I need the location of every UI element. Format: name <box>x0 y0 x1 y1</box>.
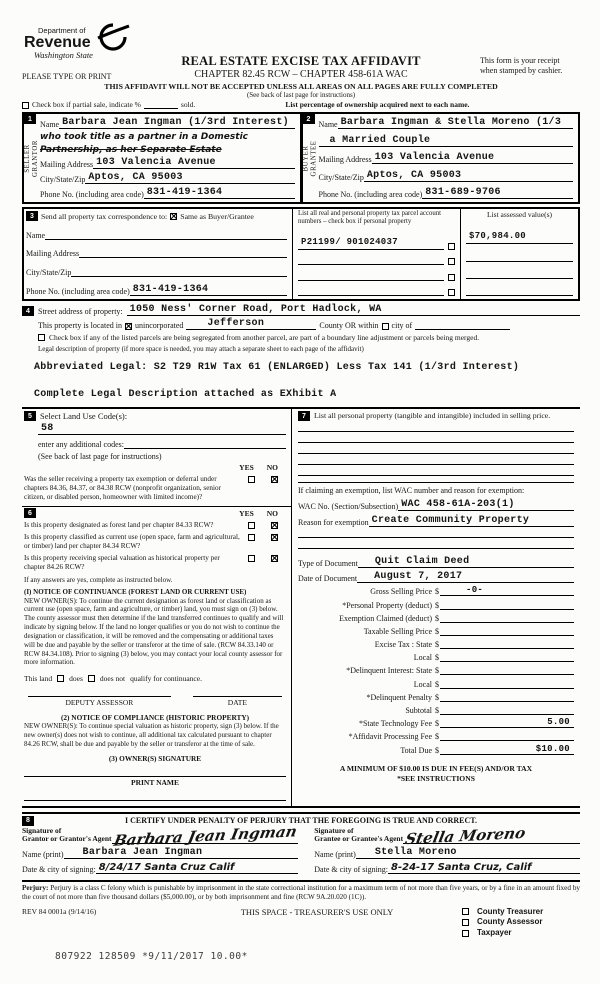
grantee-date-field[interactable] <box>388 862 580 874</box>
deputy-assessor-line[interactable] <box>28 696 171 707</box>
grantee-signature-field[interactable] <box>403 823 580 848</box>
see-instructions-note: *SEE INSTRUCTIONS <box>397 774 475 784</box>
minimum-fee-note: A MINIMUM OF $10.00 IS DUE IN FEE(S) AND/OR TAX <box>339 763 533 773</box>
section-6-badge: 6 <box>24 508 36 518</box>
assessed-field-1[interactable] <box>466 225 573 244</box>
corr-phone-label: Phone No. (including area code) <box>26 287 130 296</box>
doc-type-value: Quit Claim Deed <box>374 556 470 568</box>
fee-label-penalty: *Delinquent Penalty <box>366 692 432 702</box>
grantee-name-print-value: Stella Moreno <box>374 846 457 858</box>
parcel-personal-checkbox-2[interactable] <box>448 258 455 265</box>
buyer-phone-field[interactable] <box>422 187 573 199</box>
receipt-note-line2: when stamped by cashier. <box>480 66 563 76</box>
parcel-field-2[interactable] <box>298 254 444 265</box>
grantee-name-print-label: Name (print) <box>314 849 356 859</box>
receipt-note-line1: This form is your receipt <box>480 56 560 65</box>
buyer-name-field[interactable] <box>338 117 573 129</box>
parcel-personal-checkbox-3[interactable] <box>448 274 455 281</box>
section-4-badge: 4 <box>22 306 34 316</box>
fee-field-subtotal[interactable] <box>440 705 574 715</box>
ownership-percentage-note: List percentage of ownership acquired next to each name. <box>285 100 470 109</box>
partial-sale-label: Check box if partial sale, indicate % <box>32 100 141 109</box>
seller-address-field[interactable] <box>93 157 294 169</box>
doc-date-label: Date of Document <box>298 574 358 584</box>
fee-field-penalty[interactable] <box>440 692 574 702</box>
perjury-notice <box>22 880 580 903</box>
personal-property-section <box>292 409 580 806</box>
assessed-field-2[interactable] <box>466 251 573 262</box>
fee-label-subtotal: Subtotal <box>405 706 432 715</box>
buyer-citystatezip-field[interactable] <box>364 170 573 182</box>
corr-citystatezip-field[interactable] <box>71 266 287 277</box>
partial-sale-percent-field[interactable] <box>144 108 178 109</box>
dollar-sign: $ <box>435 613 439 623</box>
land-use-value: 58 <box>41 423 54 434</box>
header <box>22 26 580 112</box>
land-use-section <box>22 409 291 507</box>
buyer-citystatezip-label: City/State/Zip <box>318 172 364 182</box>
corr-name-label: Name <box>26 230 46 240</box>
certification-section <box>22 812 580 877</box>
personal-property-line-1[interactable] <box>298 421 574 432</box>
s6-q3-yes-checkbox[interactable] <box>248 555 255 562</box>
fee-field-excise-local[interactable] <box>440 652 574 662</box>
unincorporated-checkbox[interactable] <box>125 323 132 330</box>
parcel-personal-checkbox-1[interactable] <box>448 243 455 250</box>
reason-field[interactable] <box>369 515 574 527</box>
legal-description-label: Legal description of property (if more space is needed, you may attach a separate sheet to each page of the affidavit) <box>38 345 364 353</box>
grantor-date-field[interactable] <box>96 862 299 874</box>
seller-side-label-line1: SELLER <box>23 143 31 173</box>
grantor-date-value: 8/24/17 Santa Cruz Calif <box>98 861 235 873</box>
print-name-line[interactable] <box>24 800 286 801</box>
seller-name-label: Name <box>40 120 60 129</box>
county-or-within-label: County OR within <box>319 321 379 330</box>
dollar-sign: $ <box>435 587 439 597</box>
dollar-sign: $ <box>435 640 439 650</box>
reason-line-3[interactable] <box>298 538 574 549</box>
assessed-field-4[interactable] <box>466 285 573 296</box>
grantee-signature-of-label: Signature of <box>314 825 354 835</box>
corr-phone-field[interactable] <box>130 284 287 296</box>
grantor-signature-of-label: Signature of <box>22 825 62 835</box>
cashier-receipt-stamp: 807922 128509 *9/11/2017 10.00* <box>55 951 248 962</box>
s5-no-checkbox[interactable] <box>271 476 278 483</box>
grantee-agent-label: Grantee or Grantee's Agent <box>314 834 404 844</box>
fee-label-processing: *Affidavit Processing Fee <box>348 732 432 742</box>
seller-side-label <box>24 114 40 202</box>
city-of-label: city of <box>391 321 413 330</box>
parcel-numbers-header: List all real and personal property tax parcel account numbers – check box if personal property <box>298 210 442 226</box>
parcel-field-1[interactable] <box>298 231 444 250</box>
see-back-instructions: (See back of last page for instructions) <box>38 452 162 461</box>
grantor-name-print-field[interactable] <box>64 847 299 859</box>
s5-yes-checkbox[interactable] <box>248 476 255 483</box>
same-as-buyer-label: Same as Buyer/Grantee <box>180 211 254 221</box>
land-does-checkbox[interactable] <box>57 675 64 682</box>
section-3-badge: 3 <box>26 211 38 221</box>
treasurer-use-only: THIS SPACE - TREASURER'S USE ONLY <box>240 906 394 917</box>
wac-value: WAC 458-61A-203(1) <box>401 499 515 511</box>
fee-label-delinq-state: *Delinquent Interest: State <box>346 666 432 676</box>
seller-phone-label: Phone No. (including area code) <box>40 189 144 199</box>
fee-field-exemption[interactable] <box>440 613 574 623</box>
fee-label-personal: *Personal Property (deduct) <box>342 600 432 610</box>
assessed-field-3[interactable] <box>466 268 573 279</box>
see-back-note: (See back of last page for instructions) <box>246 91 356 99</box>
perjury-label: Perjury: <box>22 883 49 892</box>
deputy-date-line[interactable] <box>193 696 282 707</box>
fee-field-total[interactable] <box>440 744 574 755</box>
county-treasurer-label: County Treasurer <box>477 906 544 916</box>
section-2-badge: 2 <box>303 114 315 124</box>
parcel-personal-checkbox-4[interactable] <box>448 289 455 296</box>
city-checkbox[interactable] <box>382 323 389 330</box>
fee-label-tech-fee: *State Technology Fee <box>358 719 432 729</box>
assessed-value-1: $70,984.00 <box>469 231 527 242</box>
s6-yes-header: YES <box>239 509 254 518</box>
buyer-side-label-line2: GRANTEE <box>310 140 318 176</box>
dept-of-text: Department of <box>38 26 86 35</box>
personal-property-line-3[interactable] <box>298 443 574 454</box>
dollar-sign: $ <box>435 719 439 729</box>
grantor-agent-label: Grantor or Grantor's Agent <box>22 834 112 844</box>
fee-field-taxable[interactable] <box>440 626 574 636</box>
deputy-assessor-caption: DEPUTY ASSESSOR <box>65 698 134 708</box>
same-as-buyer-checkbox[interactable] <box>170 213 177 220</box>
fee-field-excise-state[interactable] <box>440 639 574 649</box>
reason-line-2[interactable] <box>298 527 574 538</box>
section-7-badge: 7 <box>298 411 310 421</box>
buyer-address-label: Mailing Address <box>318 155 372 164</box>
fee-field-processing[interactable] <box>440 731 574 741</box>
buyer-phone-label: Phone No. (including area code) <box>318 190 423 199</box>
if-yes-note: If any answers are yes, complete as instructed below. <box>24 576 173 584</box>
section-1-badge: 1 <box>24 114 36 124</box>
grantor-signature-value: Barbara Jean Ingman <box>111 822 299 850</box>
segregated-label: Check box if any of the listed parcels are being segregated from another parcel, are part of a boundary line adjustment or parcels being merged. <box>49 333 480 342</box>
revenue-swirl-icon <box>96 22 130 57</box>
dollar-sign: $ <box>435 666 439 676</box>
grantor-name-print-value: Barbara Jean Ingman <box>82 846 203 858</box>
owner-signature-title: (3) OWNER(S) SIGNATURE <box>108 753 202 763</box>
seller-name-field[interactable] <box>59 117 294 129</box>
agency-logo <box>24 26 144 60</box>
s5-yes-header: YES <box>239 463 254 472</box>
county-field[interactable] <box>186 318 316 330</box>
buyer-citystatezip-value: Aptos, CA 95003 <box>366 169 462 181</box>
fee-value-total: $10.00 <box>535 743 570 754</box>
does-label: does <box>69 674 83 684</box>
s5-no-header: NO <box>266 463 278 472</box>
seller-citystatezip-value: Aptos, CA 95003 <box>88 172 183 184</box>
seller-name-value: Barbara Jean Ingman (1/3rd Interest) <box>62 117 289 128</box>
fee-label-excise-local: Local <box>413 653 432 663</box>
personal-property-line-2[interactable] <box>298 432 574 443</box>
grantee-date-value: 8-24-17 Santa Cruz, Calif <box>391 861 532 873</box>
corr-citystatezip-label: City/State/Zip <box>26 267 72 277</box>
doc-type-label: Type of Document <box>298 559 358 569</box>
seller-grantor-box <box>22 112 302 204</box>
city-field[interactable] <box>415 319 510 330</box>
fee-field-delinq-state[interactable] <box>440 665 574 675</box>
buyer-phone-value: 831-689-9706 <box>425 187 501 198</box>
parcel-field-3[interactable] <box>298 270 444 281</box>
partial-sale-checkbox[interactable] <box>22 102 29 109</box>
fee-field-gross[interactable] <box>440 585 574 596</box>
wac-field[interactable] <box>398 499 574 511</box>
exemption-intro: If claiming an exemption, list WAC number and reason for exemption: <box>298 482 574 495</box>
grantee-name-print-field[interactable] <box>356 847 580 859</box>
s5-question: Was the seller receiving a property tax exemption or deferral under chapters 84.36, 84.37, or 84.38 RCW (nonprofit organization, senior citizen, or disabled person, homeowner with limited income)? <box>24 475 221 501</box>
corr-name-field[interactable] <box>45 229 287 240</box>
fee-field-tech-fee[interactable] <box>440 717 574 728</box>
land-use-field[interactable] <box>38 423 286 435</box>
qualify-label: qualify for continuance. <box>130 674 202 684</box>
fee-field-personal[interactable] <box>440 600 574 610</box>
distribution-checkboxes <box>462 907 580 939</box>
fee-label-exemption: Exemption Claimed (deduct) <box>339 613 432 623</box>
section-8-badge: 8 <box>22 816 34 826</box>
dollar-sign: $ <box>435 692 439 702</box>
dollar-sign: $ <box>435 626 439 636</box>
seller-side-label-line2: GRANTOR <box>32 139 39 177</box>
grantor-signature-field[interactable] <box>111 822 299 850</box>
grantor-name-print-label: Name (print) <box>22 849 64 859</box>
reason-value: Create Community Property <box>371 515 530 527</box>
buyer-name-value: Barbara Ingman & Stella Moreno (1/3 <box>340 117 562 128</box>
buyer-name-label: Name <box>318 120 338 129</box>
fee-field-delinq-local[interactable] <box>440 679 574 689</box>
certify-statement: I CERTIFY UNDER PENALTY OF PERJURY THAT THE FOREGOING IS TRUE AND CORRECT. <box>124 815 477 825</box>
compliance-body: NEW OWNER(S): To continue special valuation as historic property, sign (3) below. If the new owner(s) does not wish to continue, all additional tax calculated pursuant to chapter 84.26 RCW, shall be due and payable by the seller or transferor at the time of sale. <box>24 722 279 748</box>
assessed-values-header: List assessed value(s) <box>487 210 552 219</box>
seller-citystatezip-label: City/State/Zip <box>40 175 86 185</box>
dollar-sign: $ <box>435 706 439 715</box>
buyer-name2-field[interactable] <box>319 135 574 147</box>
taxpayer-label: Taxpayer <box>477 928 512 938</box>
corr-address-field[interactable] <box>79 247 287 258</box>
continuance-body: NEW OWNER(S): To continue the current designation as forest land or classification as current use (open space, farm and agriculture, or timber) land, you must sign on (3) below. The county assessor must then determine if the land transferred continues to qualify and will indicate by signing below. If the land no longer qualifies or you do not wish to continue the designation or classification, it will be removed and the compensating or additional taxes will be due and payable by the seller or transferor at the time of sale. (RCW 84.33.140 or RCW 84.34.108). Prior to signing (3) below, you may contact your local county assessor for more information. <box>24 596 284 667</box>
seller-phone-value: 831-419-1364 <box>146 186 223 198</box>
s6-q2-no-checkbox[interactable] <box>271 534 278 541</box>
form-subtitle: CHAPTER 82.45 RCW – CHAPTER 458-61A WAC <box>194 69 408 80</box>
buyer-address-field[interactable] <box>372 152 573 164</box>
personal-property-label: List all personal property (tangible and intangible) included in selling price. <box>314 411 551 420</box>
corr-address-label: Mailing Address <box>26 249 80 258</box>
seller-handwritten-line1: who took title as a partner in a Domestic <box>40 131 248 142</box>
segregated-checkbox[interactable] <box>38 334 45 341</box>
street-address-value: 1050 Ness' Corner Road, Port Hadlock, WA <box>129 304 382 315</box>
parcel-field-4[interactable] <box>298 285 444 296</box>
does-not-label: does not <box>99 674 126 684</box>
form-revision-number: REV 84 0001a (9/14/16) <box>22 906 97 916</box>
section-5-badge: 5 <box>24 411 36 421</box>
seller-phone-field[interactable] <box>144 187 295 199</box>
personal-property-line-4[interactable] <box>298 454 574 465</box>
seller-address-value: 103 Valencia Avenue <box>96 157 216 169</box>
seller-citystatezip-field[interactable] <box>85 172 294 184</box>
dollar-sign: $ <box>435 600 439 610</box>
county-value: Jefferson <box>207 318 265 329</box>
doc-date-field[interactable] <box>357 571 574 583</box>
parcel-value-1: P21199/ 901024037 <box>301 236 398 247</box>
complete-legal-value: Complete Legal Description attached as EXhibit A <box>34 389 337 400</box>
fee-label-total: Total Due <box>400 745 432 755</box>
fee-label-taxable: Taxable Selling Price <box>363 626 432 636</box>
form-title: REAL ESTATE EXCISE TAX AFFIDAVIT <box>181 54 421 68</box>
land-use-label: Select Land Use Code(s): <box>40 411 128 421</box>
dollar-sign: $ <box>435 653 439 663</box>
correspondence-section <box>22 207 580 301</box>
continuance-title: (I) NOTICE OF CONTINUANCE (FOREST LAND OR CURRENT USE) <box>24 587 247 596</box>
compliance-title: (2) NOTICE OF COMPLIANCE (HISTORIC PROPERTY) <box>60 713 250 723</box>
print-name-caption: PRINT NAME <box>131 777 179 787</box>
s6-q3-no-checkbox[interactable] <box>271 555 278 562</box>
taxpayer-checkbox[interactable] <box>462 930 469 937</box>
fee-label-excise-state: Excise Tax : State <box>374 640 432 650</box>
grantee-date-label: Date & city of signing: <box>314 864 389 874</box>
s6-q2-yes-checkbox[interactable] <box>248 534 255 541</box>
buyer-name2-value: a Married Couple <box>329 134 431 146</box>
grantee-signature-value: Stella Moreno <box>403 823 528 848</box>
buyer-address-value: 103 Valencia Avenue <box>374 152 495 163</box>
deputy-date-caption: DATE <box>227 698 247 708</box>
fee-label-delinq-local: Local <box>413 679 432 689</box>
fee-value-tech-fee: 5.00 <box>547 717 570 728</box>
personal-property-line-5[interactable] <box>298 465 574 476</box>
unincorporated-label: unincorporated <box>134 321 184 330</box>
this-land-label: This land <box>24 674 53 684</box>
street-address-label: Street address of property: <box>38 307 123 316</box>
property-section <box>22 301 580 401</box>
buyer-side-label-line1: BUYER <box>302 144 310 172</box>
county-assessor-checkbox[interactable] <box>462 919 469 926</box>
land-does-not-checkbox[interactable] <box>88 675 95 682</box>
grantor-date-label: Date & city of signing: <box>22 864 96 874</box>
abbreviated-legal-value: Abbreviated Legal: S2 T29 R1W Tax 61 (ENLARGED) Less Tax 141 (1/3rd Interest) <box>34 362 520 373</box>
street-address-field[interactable] <box>127 304 580 316</box>
acceptance-warning: THIS AFFIDAVIT WILL NOT BE ACCEPTED UNLESS ALL AREAS ON ALL PAGES ARE FULLY COMPLETED <box>104 82 498 91</box>
county-assessor-label: County Assessor <box>477 917 543 927</box>
wac-label: WAC No. (Section/Subsection) <box>298 502 399 512</box>
fee-value-gross: -0- <box>466 585 484 596</box>
doc-date-value: August 7, 2017 <box>374 571 463 583</box>
reason-label: Reason for exemption <box>298 518 369 528</box>
s6-q1-yes-checkbox[interactable] <box>248 522 255 529</box>
s6-no-header: NO <box>266 509 278 518</box>
dollar-sign: $ <box>435 732 439 742</box>
designation-section <box>22 507 291 806</box>
buyer-grantee-box <box>302 112 581 204</box>
doc-type-field[interactable] <box>358 556 574 568</box>
s6-question-3: Is this property receiving special valuation as historical property per chapter 84.26 RCW? <box>24 554 220 571</box>
correspondence-label: Send all property tax correspondence to: <box>41 211 168 221</box>
additional-codes-label: enter any additional codes: <box>38 440 124 449</box>
seller-address-label: Mailing Address <box>40 160 94 170</box>
s6-question-2: Is this property classified as current use (open space, farm and agricultural, or timber) land per chapter 84.34 RCW? <box>24 533 240 550</box>
seller-handwritten-line2: Partnership, as her Separate Estate <box>40 144 222 155</box>
dollar-sign: $ <box>435 679 439 689</box>
dollar-sign: $ <box>435 745 439 755</box>
corr-phone-value: 831-419-1364 <box>132 284 209 295</box>
revenue-text: Revenue <box>24 34 91 51</box>
receipt-note <box>480 56 580 77</box>
additional-codes-field[interactable] <box>124 438 286 449</box>
located-in-label: This property is located in <box>38 321 122 330</box>
partial-sale-sold-label: sold. <box>180 100 196 109</box>
fee-label-gross: Gross Selling Price <box>370 587 432 597</box>
s6-q1-no-checkbox[interactable] <box>271 522 278 529</box>
owner-signature-line[interactable] <box>24 776 286 777</box>
county-treasurer-checkbox[interactable] <box>462 908 469 915</box>
please-type-or-print: PLEASE TYPE OR PRINT <box>22 72 112 81</box>
s6-question-1: Is this property designated as forest land per chapter 84.33 RCW? <box>24 521 214 529</box>
washington-state-text: Washington State <box>34 50 93 61</box>
buyer-side-label <box>303 114 319 202</box>
perjury-body: Perjury is a class C felony which is punishable by imprisonment in the state correctional institution for a maximum term of not more than five years, or by a fine in an amount fixed by the court of not more than five thousand dollars ($5,000.00), or by both imprisonment and fine (RCW 9A.20.020 (1C)). <box>22 883 581 902</box>
